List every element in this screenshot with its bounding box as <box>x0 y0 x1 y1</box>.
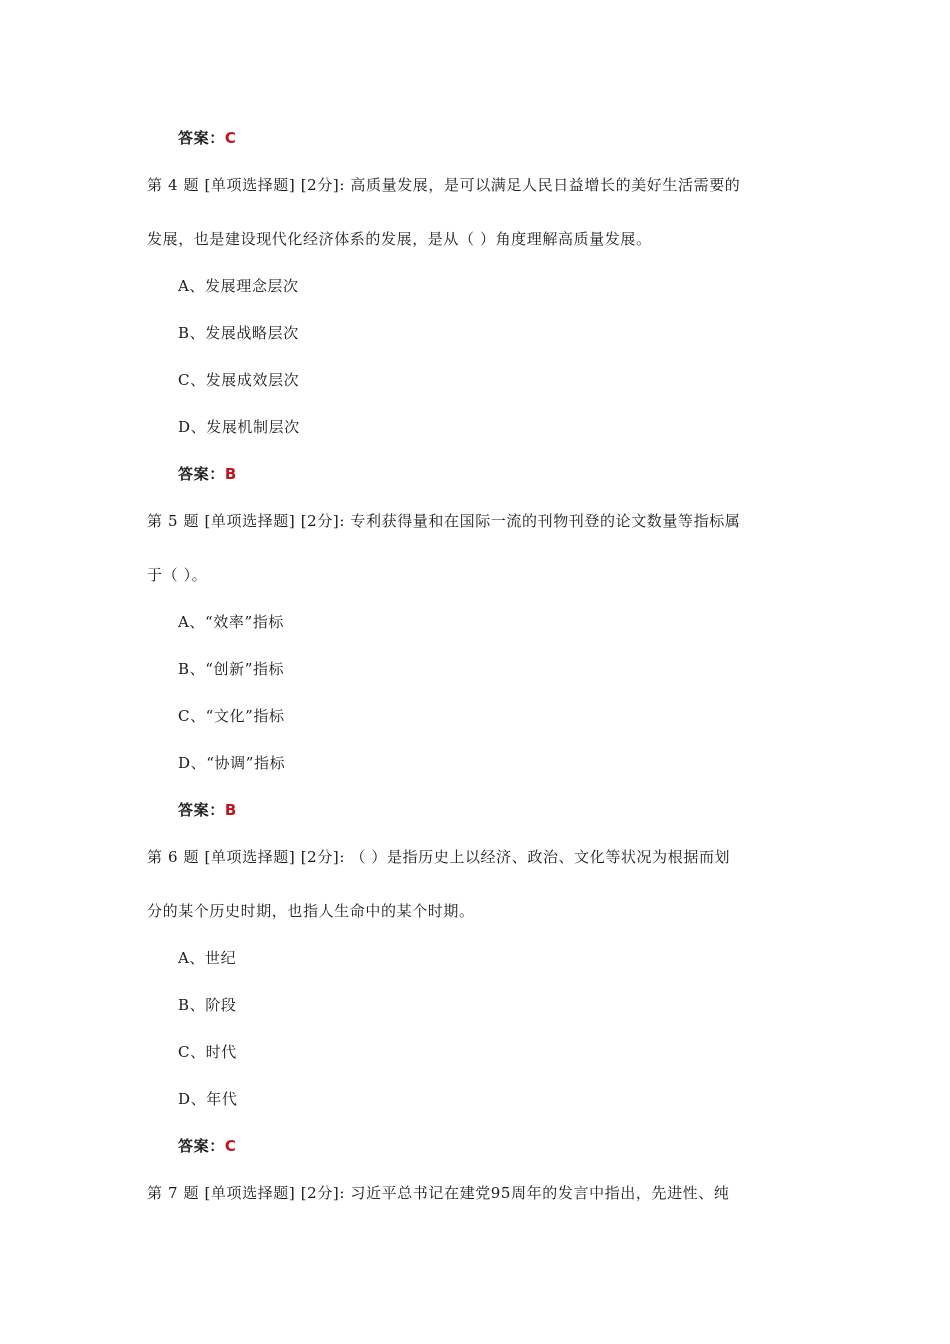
question-6-option-d: D、年代 <box>178 1090 238 1108</box>
answer-label: 答案： <box>178 1137 225 1155</box>
question-4-option-d: D、发展机制层次 <box>178 418 300 436</box>
question-5-option-b: B、“创新”指标 <box>178 660 285 678</box>
answer-label: 答案： <box>178 801 225 819</box>
question-6-line1: 第 6 题 [单项选择题] [2分]: （ ）是指历史上以经济、政治、文化等状况为根据而划 <box>147 848 731 866</box>
question-4-line1: 第 4 题 [单项选择题] [2分]: 高质量发展，是可以满足人民日益增长的美好生活需要的 <box>147 176 741 194</box>
question-4-option-a: A、发展理念层次 <box>178 277 299 295</box>
question-6-option-b: B、阶段 <box>178 996 237 1014</box>
question-4-answer <box>178 464 237 484</box>
question-6-option-a: A、世纪 <box>178 949 237 967</box>
question-6-line2: 分的某个历史时期，也指人生命中的某个时期。 <box>147 902 475 920</box>
question-4-line2: 发展，也是建设现代化经济体系的发展，是从（ ）角度理解高质量发展。 <box>147 230 652 248</box>
question-5-line1: 第 5 题 [单项选择题] [2分]: 专利获得量和在国际一流的刊物刊登的论文数量等指标属 <box>147 512 741 530</box>
question-5-answer <box>178 800 237 820</box>
question-6-option-c: C、时代 <box>178 1043 237 1061</box>
question-5-option-c: C、“文化”指标 <box>178 707 285 725</box>
question-5-line2: 于（ ）。 <box>147 566 208 584</box>
question-7-line1: 第 7 题 [单项选择题] [2分]: 习近平总书记在建党95周年的发言中指出，先进性、纯 <box>147 1184 730 1202</box>
question-4-option-c: C、发展成效层次 <box>178 371 300 389</box>
question-5-option-d: D、“协调”指标 <box>178 754 286 772</box>
answer-value: B <box>224 465 237 483</box>
question-5-option-a: A、“效率”指标 <box>178 613 284 631</box>
answer-line <box>178 128 236 148</box>
answer-value: C <box>224 1137 237 1155</box>
answer-label: 答案： <box>178 465 225 483</box>
answer-value: C <box>224 129 237 147</box>
answer-label: 答案： <box>178 129 225 147</box>
answer-value: B <box>224 801 237 819</box>
question-6-answer <box>178 1136 236 1156</box>
question-4-option-b: B、发展战略层次 <box>178 324 299 342</box>
